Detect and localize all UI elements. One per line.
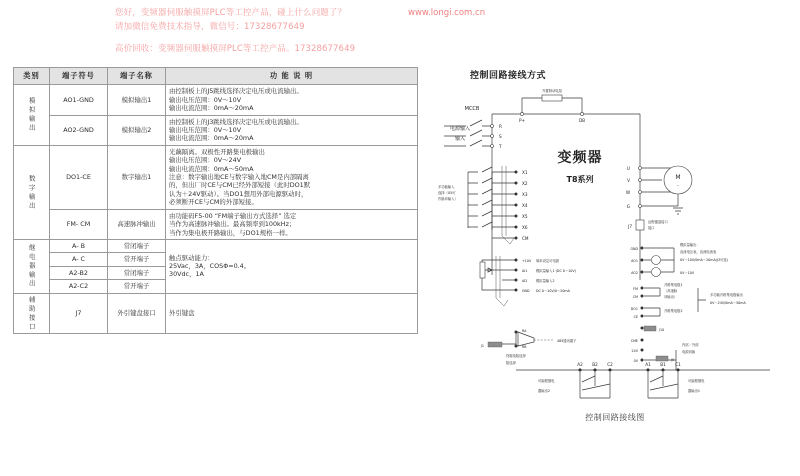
label-relay1-a: A1 [645,362,651,367]
ad-website-url[interactable]: www.longi.com.cn [408,8,486,18]
shield-earth-x [502,236,514,244]
label-ao-note-3: 0V～10V/0mA～20mA(J3可选) [680,258,728,262]
terminal-name: 数字输出1 [108,145,166,209]
j10-jumper [644,326,656,331]
label-j10: J10 [659,328,665,332]
desc-line: 30Vdc，1A [169,270,204,279]
label-pwr-note-2: 电源切换 [682,350,696,354]
terminal-24v [641,349,644,352]
label-relay1-b: B1 [660,362,666,367]
label-ao-note-4: 0V～10V [680,271,695,275]
label-ao2: AO2 [631,271,638,275]
ad-line-3: 高价回收：变频器伺服触摸屏PLC等工控产品。17328677649 [115,44,356,54]
label-do1: DO1 [630,307,638,311]
terminal-name: 常开端子 [108,253,166,266]
terminal-ai2 [515,279,518,282]
label-fm: FM [633,287,638,291]
table-row [14,209,418,239]
desc-line: 输出电流范围：0mA～20mA [169,104,254,113]
label-x4: X4 [522,203,528,208]
analog-in-leads [502,260,516,290]
desc-line: 光藕隔离。双极性开路集电极输出 [169,147,265,156]
label-ai2: AI2 [522,279,528,283]
label-relay1-note-1: 可编程继电 [688,379,705,383]
label-j7: J7 [628,224,632,229]
advertisement-banner [0,0,800,60]
header-symbol: 端子符号 [50,68,108,85]
terminal-b2 [594,369,597,372]
label-oc1b: （高速脉 [664,289,678,293]
table-row [14,293,418,334]
terminal-t [491,145,494,148]
label-cm2: CM [632,295,638,299]
rs485-driver-symbol [518,332,534,346]
desc-line: 必须断开CE与CM的外部短接。 [169,198,258,207]
label-relay2-note-1: 可编程继电 [538,379,555,383]
terminal-description [166,239,418,293]
label-x6: X6 [522,225,528,230]
label-10v-note: 频率设定可电源 [536,259,560,263]
terminal-v [639,179,642,182]
motor-ground-wire [642,194,678,206]
label-out-w: W [625,190,630,195]
label-x3: X3 [522,192,528,197]
terminal-symbol: A- C [50,253,108,266]
desc-line: 输出电压范围：0V～24V [169,156,242,165]
terminal-description [166,209,418,239]
terminal-ce [641,315,644,318]
switch-x1 [468,167,492,172]
category-relay-output: 继电器输出 [14,239,50,293]
terminal-x3 [515,193,518,196]
x-leads [492,172,516,238]
label-ao1: AO1 [631,259,638,263]
terminal-x1 [515,171,518,174]
desc-line: 25Vac，3A，COSΦ=0.4。 [169,262,251,271]
label-motor-ac: ~ [676,184,680,188]
label-gnd-in-note: DC 0～10V/0～20mA [536,289,570,293]
terminal-x5 [515,215,518,218]
desc-line: 注意：数字输出地CE与数字输入地CM是内部隔离 [169,173,309,182]
terminal-u [639,167,642,170]
desc-line: 输出电流范围：0mA～20mA [169,134,254,143]
diagram-title: 控制回路接线方式 [470,71,547,81]
shield-lines-x [502,166,506,236]
switch-x6 [468,222,492,227]
label-ce: CE [633,315,638,319]
terminal-x2 [515,182,518,185]
terminal-j10 [641,327,644,330]
terminal-gnd-in [515,289,518,292]
label-phase-r: R [499,124,502,129]
terminal-spec-table-wrapper [13,67,418,334]
potentiometer-symbol [480,262,485,278]
label-oc1c: 冲输出） [664,295,678,299]
terminal-name: 常开端子 [108,280,166,293]
label-oc-note-1: 多功能开路集电极输出 [710,293,743,297]
terminal-do1 [641,307,644,310]
label-mccb: MCCB [464,106,480,112]
label-rb: RB [522,345,527,349]
label-relay1-c: C1 [675,362,681,367]
terminal-symbol: DO1-CE [50,145,108,209]
terminal-cm2 [641,295,644,298]
desc-line: 触点驱动能力： [169,253,214,262]
ad-line-1: 您好，变频器伺服触摸屏PLC等工控产品，碰上什么问题了？ [115,8,347,18]
label-out-u: U [626,166,630,171]
label-j7-note: 远程键盘接口 [648,220,668,224]
switch-x3 [468,189,492,194]
label-0v: 0V [633,359,638,363]
terminal-c2 [609,369,612,372]
terminal-name: 常闭端子 [108,239,166,252]
label-cm: CM [522,236,529,241]
terminal-description [166,85,418,115]
terminal-symbol: A2-B2 [50,266,108,279]
label-power-input-2: 输入 [454,136,466,142]
switch-x5 [468,211,492,216]
label-cme: CME [630,339,638,343]
ad-line-2: 请加微信免费技术指导，微信号：17328677649 [115,22,305,32]
j9-jumper [656,356,668,361]
table-row [14,145,418,209]
terminal-0v [641,359,644,362]
label-oc2: 开路集电极2 [664,309,683,313]
terminal-db [580,112,583,115]
category-digital-output: 数字输出 [14,145,50,239]
meter-ao1 [652,256,661,265]
terminal-symbol: AO1-GND [50,85,108,115]
label-db: DB [578,118,586,123]
desc-line: 由控制板上的J5跳线选择决定电压或电流输出。 [169,87,303,96]
label-multi-input-2: 选择（X5可 [438,191,456,195]
terminal-w [639,191,642,194]
terminal-description [166,145,418,209]
label-x2: X2 [522,181,528,186]
label-phase-s: S [499,134,502,139]
diagram-caption: 控制回路接线图 [585,413,645,422]
table-row [14,115,418,145]
desc-line: 当作为高速脉冲输出。最高频率到100kHz； [169,220,296,229]
terminal-a1 [647,369,650,372]
label-ra: RA [522,329,527,333]
wiring-schematic-svg [430,80,800,420]
label-motor: M [675,174,681,181]
terminal-c1 [677,369,680,372]
terminal-ao2 [641,271,644,274]
terminal-cme [641,339,644,342]
terminal-spec-table [13,67,418,334]
terminal-description [166,115,418,145]
terminal-symbol: AO2-GND [50,115,108,145]
relay1-switch-arms [650,376,678,390]
terminal-name: 高速脉冲输出 [108,209,166,239]
label-p-plus: P+ [518,118,526,123]
label-power-input-1: 电源输入 [449,126,471,132]
label-10v: +10V [522,259,532,263]
header-name: 端子名称 [108,68,166,85]
wiring-diagram [430,60,800,460]
terminal-ai1 [515,269,518,272]
label-relay2-a: A2 [577,362,583,367]
terminal-symbol: A2-C2 [50,280,108,293]
label-x5: X5 [522,214,528,219]
switch-x2 [468,178,492,183]
j7-connector [636,220,644,230]
terminal-r [491,125,494,128]
label-oc1: 开路集电极1 [664,283,683,287]
label-relay1-note-2: 器输出1 [688,389,700,393]
terminal-fm [641,287,644,290]
label-gnd-in: GND [522,289,530,293]
terminal-g [639,205,642,208]
label-j1: J1 [480,344,484,348]
terminal-symbol: J7 [50,293,108,334]
ground-icon [673,208,683,214]
terminal-b1 [662,369,665,372]
desc-line: 输出电流范围：0mA～50mA [169,164,254,173]
label-x1: X1 [522,170,528,175]
label-ai1-note: 模拟量输入1 (DC 0～10V) [536,269,576,273]
do-brackets [644,288,660,316]
j1-wire [502,332,516,346]
label-ao-note-1: 模拟量输出： [680,243,700,247]
terminal-symbol: FM- CM [50,209,108,239]
desc-line: 外引键盘 [169,309,195,318]
label-pwr-note-1: 内部／外部 [682,343,699,347]
meter-ao2 [652,268,661,277]
shield-lines-analog [496,256,500,298]
label-out-v: V [627,178,630,183]
terminal-10v [515,259,518,262]
label-phase-t: T [499,144,502,149]
label-brand: 变频器 [557,150,603,166]
relay2-switch-arms [582,376,610,390]
table-header-row [14,68,418,85]
label-rs485-note-1: 终端电阻选择 [506,354,526,358]
label-model: T8系列 [566,175,594,184]
label-relay2-note-2: 器输出2 [538,389,550,393]
label-24v: 24V [631,349,638,353]
label-multi-input-3: 作脉冲输入） [438,197,458,201]
braking-resistor-symbol [542,95,562,101]
j1-jumper [488,342,502,347]
label-multi-input-1: 多功能输入 [438,185,455,189]
label-oc-note-2: 0V～24V/0mA～50mA [710,301,746,305]
category-analog-output: 模拟输出 [14,85,50,145]
label-braking-resistor: 外置制动电阻 [542,89,562,93]
label-relay2-b: B2 [592,362,598,367]
terminal-s [491,135,494,138]
desc-line: 认为＋24V驱动）。当DO1想用外部电源驱动时， [169,189,308,198]
terminal-name: 常闭端子 [108,266,166,279]
header-description: 功 能 说 明 [166,68,418,85]
header-category: 类别 [14,68,50,85]
terminal-name: 外引键盘接口 [108,293,166,334]
label-ai1: AI1 [522,269,528,273]
terminal-gnd-out [641,247,644,250]
desc-line: 当作为集电极开路输出，与DO1规格一样。 [169,228,292,237]
oc-merge-wire [698,288,706,312]
label-j7-note2: 接口 [648,226,655,230]
switch-x4 [468,200,492,205]
terminal-name: 模拟输出2 [108,115,166,145]
terminal-cm [515,237,518,240]
terminal-symbol: A- B [50,239,108,252]
label-j9: J9 [671,358,675,362]
label-ai2-note: 模拟量输入2 [536,279,555,283]
terminal-x4 [515,204,518,207]
label-rs485-note-2: 阻选择 [506,361,516,365]
label-comm-terminal: 485通讯端子 [557,339,577,343]
label-relay2-c: C2 [607,362,613,367]
terminal-p-plus [520,112,523,115]
desc-line: 的，但出厂时CE与CM已经外部短接（此时DO1默 [169,181,311,190]
table-row [14,239,418,252]
terminal-x6 [515,226,518,229]
label-out-g: G [626,204,630,209]
desc-line: 输出电压范围：0V～10V [169,95,242,104]
table-row [14,85,418,115]
terminal-a2 [579,369,582,372]
desc-line: 由控制板上的J3跳线选择决定电压或电流输出。 [169,117,303,126]
terminal-name: 模拟输出1 [108,85,166,115]
terminal-description [166,293,418,334]
desc-line: 输出电压范围：0V～10V [169,126,242,135]
desc-line: 由功能码F5-00 “FM端子输出方式选择” 选定 [169,211,297,220]
label-ao-note-2: 直流电压表，直流电流表 [680,250,717,254]
shield-earth-analog [496,298,508,306]
category-aux-interface: 辅助接口 [14,293,50,334]
terminal-ao1 [641,259,644,262]
label-gnd-out: GND [630,247,638,251]
